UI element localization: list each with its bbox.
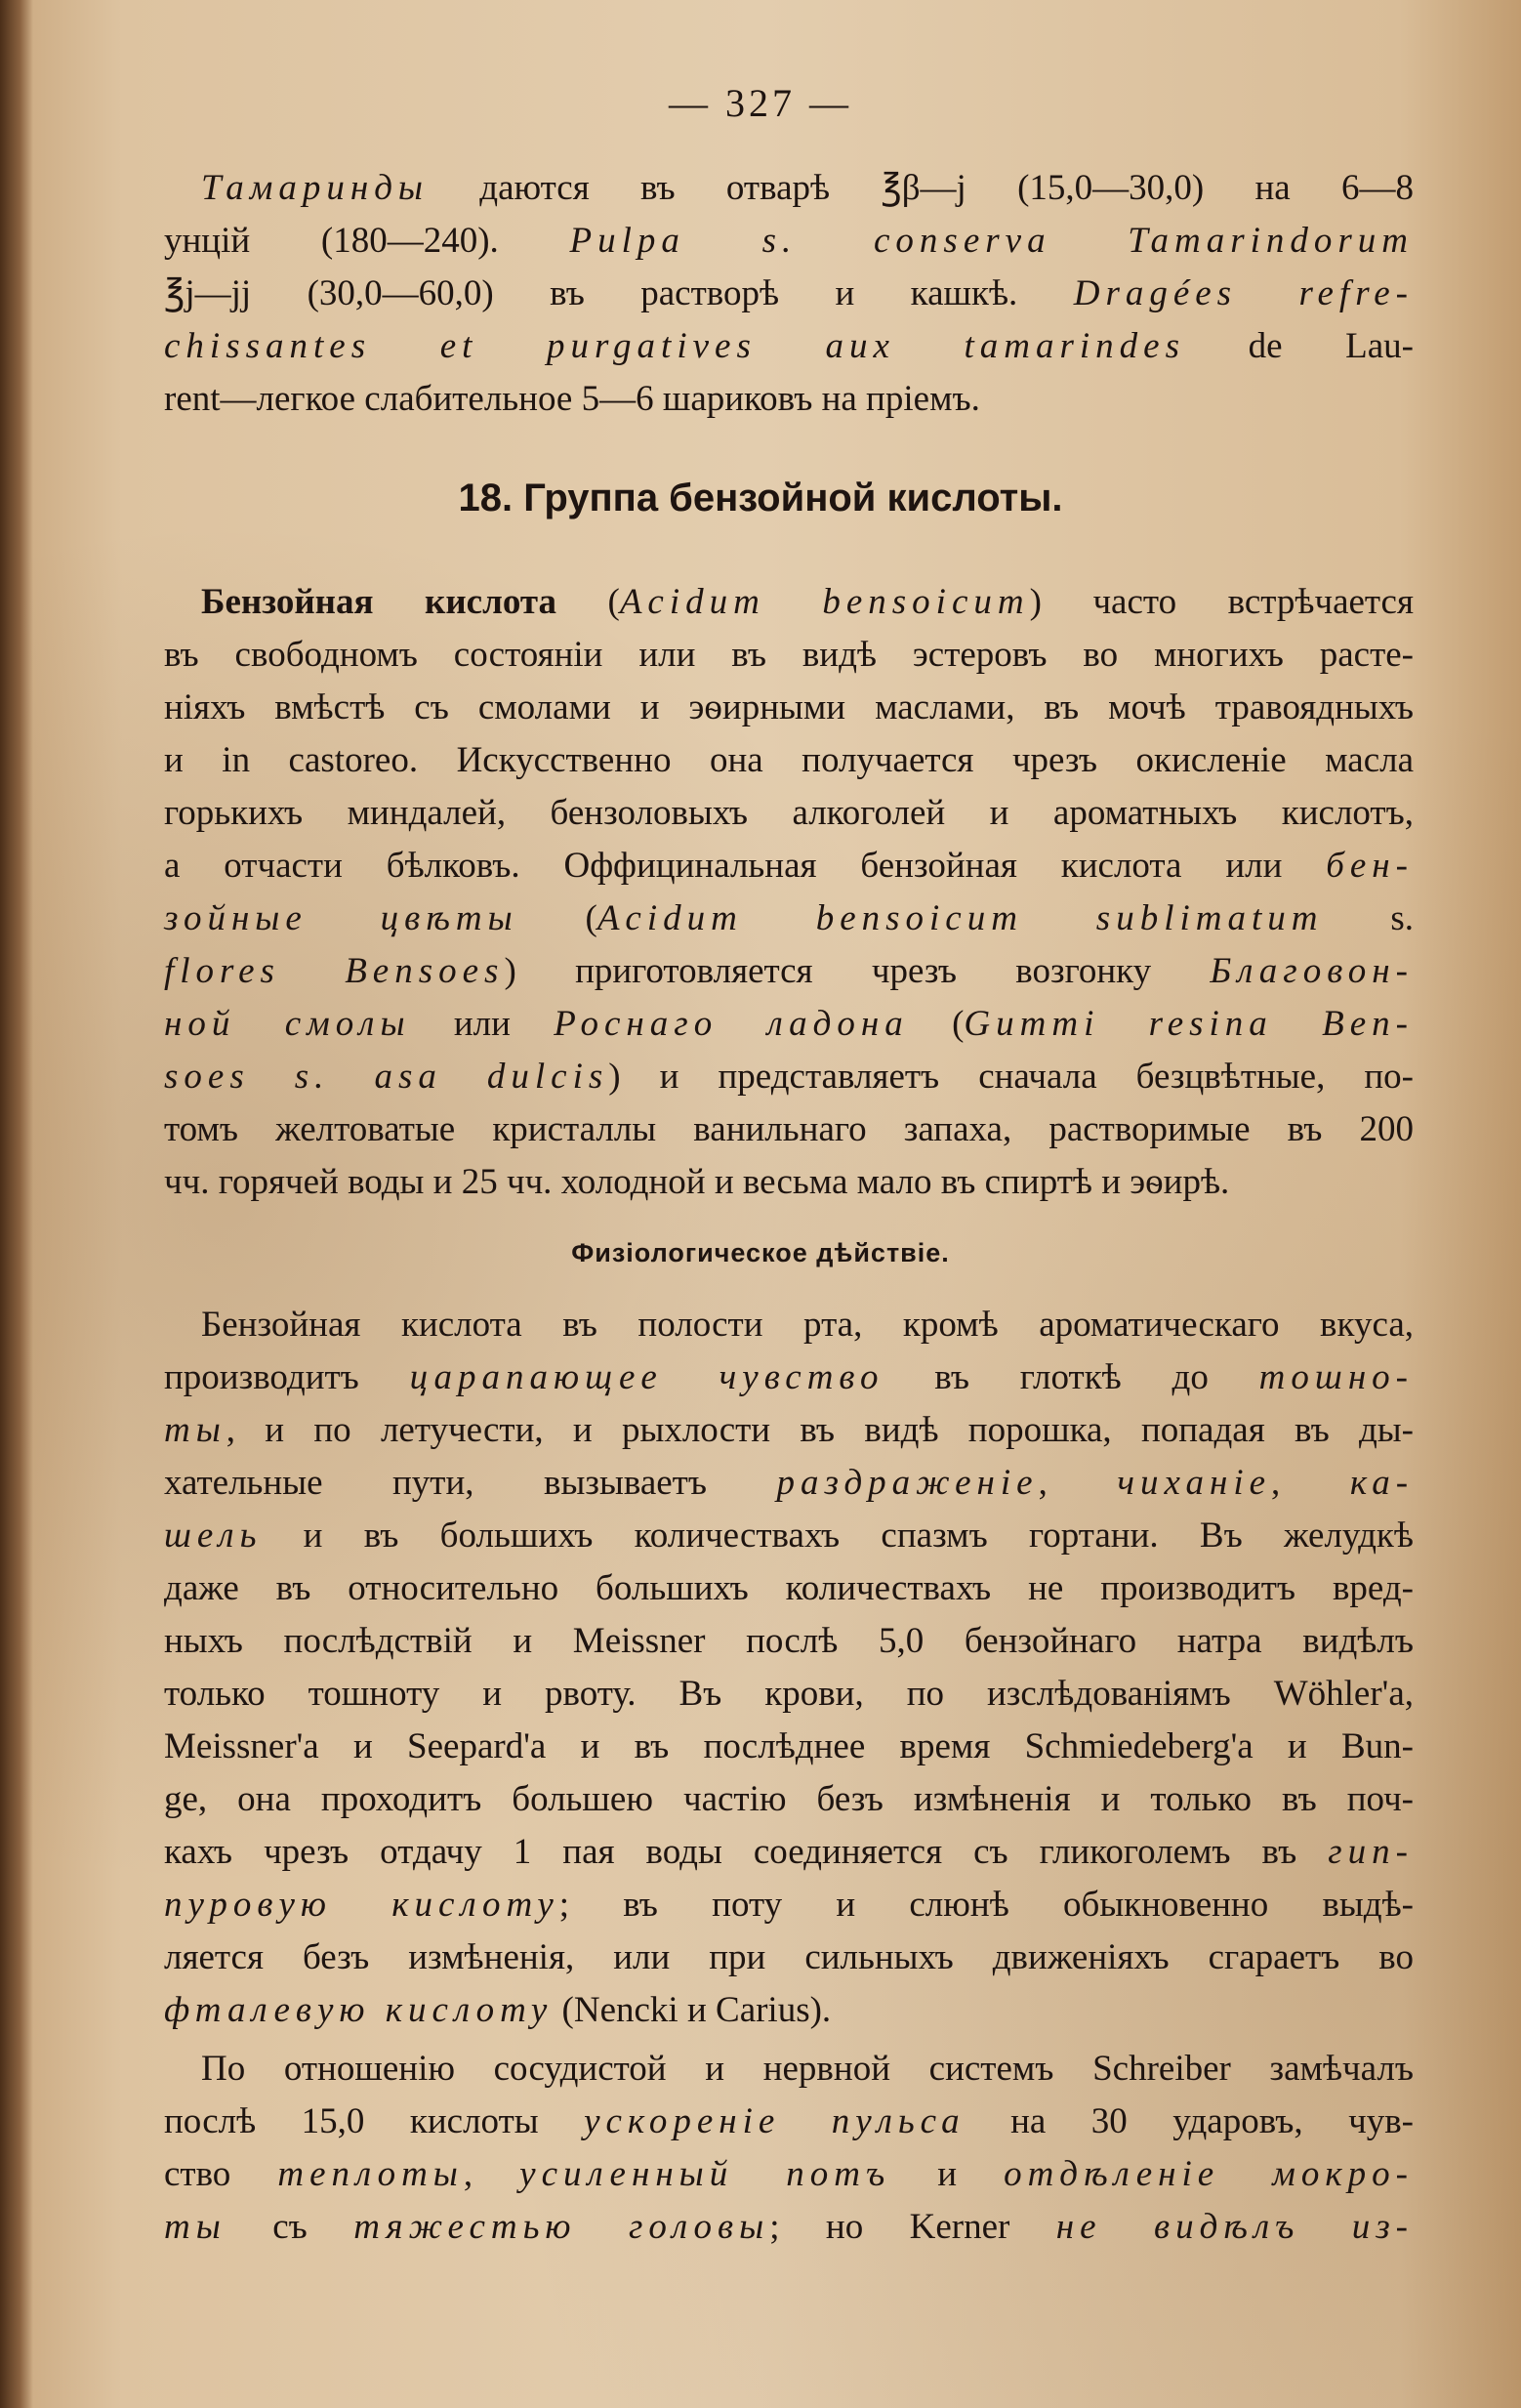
text-line: и in castoreo. Искусственно она получается чрезъ окисленіе масла [164, 740, 1414, 780]
term-tamarinds: Тамаринды [201, 168, 429, 208]
spaced-term: не видѣлъ из- [1055, 2207, 1414, 2247]
section-title: 18. Группа бензойной кислоты. [458, 477, 1063, 519]
text-run: производитъ [164, 1357, 410, 1397]
text-line [164, 1986, 1414, 2035]
latin-term: soes s. asa dulcis [164, 1057, 609, 1097]
text-line: въ свободномъ состояніи или въ видѣ эстеровъ во многихъ расте- [164, 635, 1414, 675]
text-line [164, 2203, 1414, 2252]
subsection-title: Физіологическое дѣйствіе. [571, 1238, 950, 1267]
text-line [164, 1353, 1414, 1402]
text-line [164, 1512, 1414, 1560]
spaced-term: тяжестью головы [353, 2207, 770, 2247]
latin-term: Pulpa s. conserva Tamarindorum [569, 221, 1415, 261]
text-line [164, 1000, 1414, 1049]
text-line: ныхъ послѣдствій и Meissner послѣ 5,0 бензойнаго натра видѣлъ [164, 1621, 1414, 1661]
page-number: — 327 — [669, 81, 852, 125]
spaced-term: зойные цвѣты [164, 898, 518, 938]
text-run: (Nencki и Carius). [553, 1990, 832, 2030]
spaced-term: ты [164, 1410, 226, 1450]
spaced-term: ускореніе пульса [584, 2101, 966, 2141]
latin-term: Dragées refre- [1073, 273, 1414, 313]
spaced-term: Роснаго ладона [554, 1004, 909, 1044]
text-run: съ [226, 2207, 354, 2247]
text-line [164, 270, 1414, 318]
spaced-term: отдѣленіе мокро- [1004, 2154, 1414, 2194]
spaced-term: Благовон- [1210, 951, 1414, 991]
spaced-term: чиханіе [1117, 1463, 1272, 1503]
text-line [164, 894, 1414, 943]
text-line: По отношенію сосудистой и нервной системъ Schreiber замѣчалъ [201, 2049, 1414, 2089]
text-run: кахъ чрезъ отдачу 1 пая воды соединяется съ гликоголемъ въ [164, 1832, 1329, 1872]
spaced-term: шель [164, 1515, 263, 1556]
text-line [164, 2097, 1414, 2146]
text-run: ℥j—jj (30,0—60,0) въ растворѣ и кашкѣ. [164, 273, 1074, 313]
text-run: или [410, 1004, 555, 1044]
text-run: , и по летучести, и рыхлости въ видѣ порошка, попадая въ ды- [226, 1410, 1414, 1450]
text-run: а отчасти бѣлковъ. Оффицинальная бензойная кислота или [164, 846, 1327, 886]
text-line: томъ желтоватые кристаллы ванильнаго запаха, растворимые въ 200 [164, 1109, 1414, 1149]
text-run: ) приготовляется чрезъ возгонку [504, 951, 1211, 991]
latin-term: chissantes et purgatives aux tamarindes [164, 326, 1185, 366]
text-run: ( [908, 1004, 965, 1044]
text-run: de Lau- [1185, 326, 1414, 366]
text-line: Бензойная кислота въ полости рта, кромѣ ароматическаго вкуса, [201, 1305, 1414, 1345]
text-line [164, 2150, 1414, 2199]
text-run: унцій (180—240). [164, 221, 570, 261]
text-line: горькихъ миндалей, бензоловыхъ алкоголей и ароматныхъ кислотъ, [164, 793, 1414, 833]
text-line [164, 578, 1414, 627]
text-line: ніяхъ вмѣстѣ съ смолами и эѳирными маслами, въ мочѣ травоядныхъ [164, 687, 1414, 727]
text-run: s. [1323, 898, 1414, 938]
text-run: ство [164, 2154, 278, 2194]
text-run: , [1038, 1463, 1118, 1503]
spaced-term: усиленный потъ [519, 2154, 891, 2194]
text-line: ляется безъ измѣненія, или при сильныхъ движеніяхъ сгараетъ во [164, 1937, 1414, 1977]
text-line [164, 322, 1414, 371]
text-run: въ глоткѣ до [884, 1357, 1259, 1397]
text-run: , [463, 2154, 520, 2194]
text-line: чч. горячей воды и 25 чч. холодной и весьма мало въ спиртѣ и эѳирѣ. [164, 1162, 1230, 1202]
text-run: на 30 ударовъ, чув- [965, 2101, 1414, 2141]
spaced-term: гип- [1328, 1832, 1414, 1872]
text-line [164, 164, 1414, 213]
text-run: ) часто встрѣчается [1029, 582, 1414, 622]
text-line: только тошноту и рвоту. Въ крови, по изслѣдованіямъ Wöhler'a, [164, 1674, 1414, 1714]
text-run: и [890, 2154, 1005, 2194]
latin-term: Gummi resina Ben- [964, 1004, 1414, 1044]
text-run: хательные пути, вызываетъ [164, 1463, 777, 1503]
text-line [164, 1053, 1414, 1101]
spaced-term: ной смолы [164, 1004, 411, 1044]
text-line [164, 217, 1414, 266]
spaced-term: тошно- [1258, 1357, 1414, 1397]
spaced-term: теплоты [277, 2154, 464, 2194]
text-run: даются въ отварѣ ℥β—j (15,0—30,0) на 6—8 [428, 168, 1414, 208]
latin-term: Acidum bensoicum sublimatum [596, 898, 1324, 938]
text-line [164, 1828, 1414, 1877]
text-run: ; но Kerner [769, 2207, 1056, 2247]
spaced-term: фталевую кислоту [164, 1990, 554, 2030]
text-run: и въ большихъ количествахъ спазмъ гортани. Въ желудкѣ [262, 1515, 1414, 1556]
text-run: ; въ поту и слюнѣ обыкновенно выдѣ- [558, 1885, 1415, 1925]
latin-term: Acidum bensoicum [619, 582, 1030, 622]
text-line: rent—легкое слабительное 5—6 шариковъ на пріемъ. [164, 379, 980, 419]
spaced-term: ты [164, 2207, 226, 2247]
text-run: ( [517, 898, 597, 938]
spaced-term: ка- [1349, 1463, 1415, 1503]
spaced-term: раздраженіе [776, 1463, 1039, 1503]
bold-term: Бензойная кислота [201, 582, 556, 622]
text-line: даже въ относительно большихъ количествахъ не производитъ вред- [164, 1568, 1414, 1608]
text-line [164, 1406, 1414, 1455]
text-line [164, 842, 1414, 891]
latin-term: flores Bensoes [164, 951, 505, 991]
text-run: , [1271, 1463, 1350, 1503]
text-line: Meissner'a и Seepard'a и въ послѣднее время Schmiedeberg'a и Bun- [164, 1726, 1414, 1766]
text-line [164, 947, 1414, 996]
spaced-term: бен- [1326, 846, 1414, 886]
spaced-term: пуровую кислоту [164, 1885, 559, 1925]
text-run: ) и представляетъ сначала безцвѣтные, по- [608, 1057, 1414, 1097]
text-line [164, 1881, 1414, 1930]
text-line: ge, она проходитъ большею частію безъ измѣненія и только въ поч- [164, 1779, 1414, 1819]
text-line [164, 1459, 1414, 1508]
spaced-term: царапающее чувство [409, 1357, 884, 1397]
text-run: послѣ 15,0 кислоты [164, 2101, 585, 2141]
text-run: ( [555, 582, 620, 622]
